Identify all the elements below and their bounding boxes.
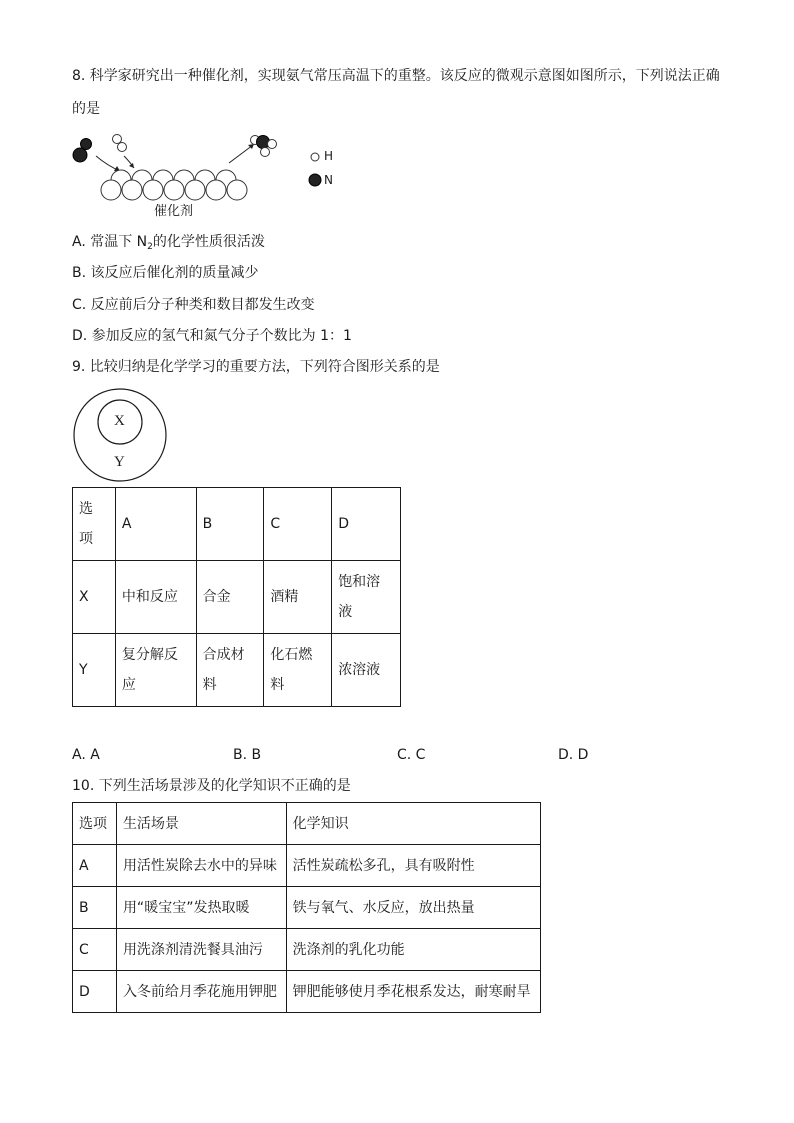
table-row — [73, 803, 541, 845]
inner-circle-label: X — [114, 413, 125, 429]
legend-label-n: N — [324, 173, 333, 187]
q8-option-c: C. 反应前后分子种类和数目都发生改变 — [72, 297, 315, 313]
q9-answer-b: B. B — [233, 747, 262, 763]
legend-label-h: H — [324, 149, 334, 163]
q8-option-a: A. 常温下 $N_2$的化学性质很活泼 — [72, 234, 265, 252]
table-cell: 选 项 — [73, 488, 116, 561]
table-cell: A — [115, 488, 196, 561]
table-cell: 浓溶液 — [332, 634, 401, 707]
table-cell: 生活场景 — [116, 803, 286, 845]
nitrogen-legend-icon — [309, 174, 321, 186]
table-cell: 用洗涤剂清洗餐具油污 — [116, 929, 286, 971]
catalyst-surface — [101, 170, 247, 200]
table-row — [73, 488, 401, 561]
table-cell: 钾肥能够使月季花根系发达，耐寒耐旱 — [286, 971, 540, 1013]
table-cell: B — [196, 488, 264, 561]
outer-circle-label: Y — [114, 454, 125, 470]
table-cell: 铁与氧气、水反应，放出热量 — [286, 887, 540, 929]
q8-option-b: B. 该反应后催化剂的质量减少 — [72, 265, 259, 281]
table-cell: 合成材 料 — [196, 634, 264, 707]
ammonia-molecule-left — [73, 139, 92, 163]
q8-option-d: D. 参加反应的氢气和氮气分子个数比为 1：1 — [72, 328, 352, 344]
hydrogen-atoms — [113, 135, 127, 152]
table-cell: 酒精 — [264, 561, 332, 634]
table-row — [73, 845, 541, 887]
table-cell: D — [73, 971, 117, 1013]
table-cell: 入冬前给月季花施用钾肥 — [116, 971, 286, 1013]
q9-answer-d: D. D — [558, 747, 589, 763]
table-row — [73, 887, 541, 929]
q9-table — [72, 487, 401, 707]
table-cell: 用“暖宝宝”发热取暖 — [116, 887, 286, 929]
q9-answer-c: C. C — [397, 747, 426, 763]
hydrogen-legend-icon — [311, 153, 319, 161]
table-cell: 复分解反 应 — [115, 634, 196, 707]
table-cell: B — [73, 887, 117, 929]
table-cell: 活性炭疏松多孔，具有吸附性 — [286, 845, 540, 887]
table-cell: 合金 — [196, 561, 264, 634]
table-cell: X — [73, 561, 116, 634]
table-row — [73, 561, 401, 634]
table-cell: 中和反应 — [115, 561, 196, 634]
table-cell: Y — [73, 634, 116, 707]
table-row — [73, 929, 541, 971]
table-cell: C — [73, 929, 117, 971]
table-cell: 饱和溶 液 — [332, 561, 401, 634]
q9-stem: 9. 比较归纳是化学学习的重要方法，下列符合图形关系的是 — [72, 359, 440, 375]
table-row — [73, 634, 401, 707]
q10-stem: 10. 下列生活场景涉及的化学知识不正确的是 — [72, 778, 351, 794]
table-cell: 洗涤剂的乳化功能 — [286, 929, 540, 971]
table-cell: A — [73, 845, 117, 887]
table-cell: 用活性炭除去水中的异味 — [116, 845, 286, 887]
table-cell: 化学知识 — [286, 803, 540, 845]
table-cell: C — [264, 488, 332, 561]
table-cell: 化石燃 料 — [264, 634, 332, 707]
legend-icons — [306, 148, 324, 188]
q8-stem-line1: 8. 科学家研究出一种催化剂，实现氨气常压高温下的重整。该反应的微观示意图如图所示，下列说法正确 — [72, 68, 720, 84]
table-row — [73, 971, 541, 1013]
catalyst-label: 催化剂 — [154, 204, 194, 219]
q10-table — [72, 802, 541, 1013]
q8-stem-line2: 的是 — [72, 101, 100, 117]
table-cell: D — [332, 488, 401, 561]
q9-answer-a: A. A — [72, 747, 100, 763]
arrow-out — [229, 145, 253, 163]
nitrogen-product-molecule — [251, 136, 277, 157]
table-cell: 选项 — [73, 803, 117, 845]
